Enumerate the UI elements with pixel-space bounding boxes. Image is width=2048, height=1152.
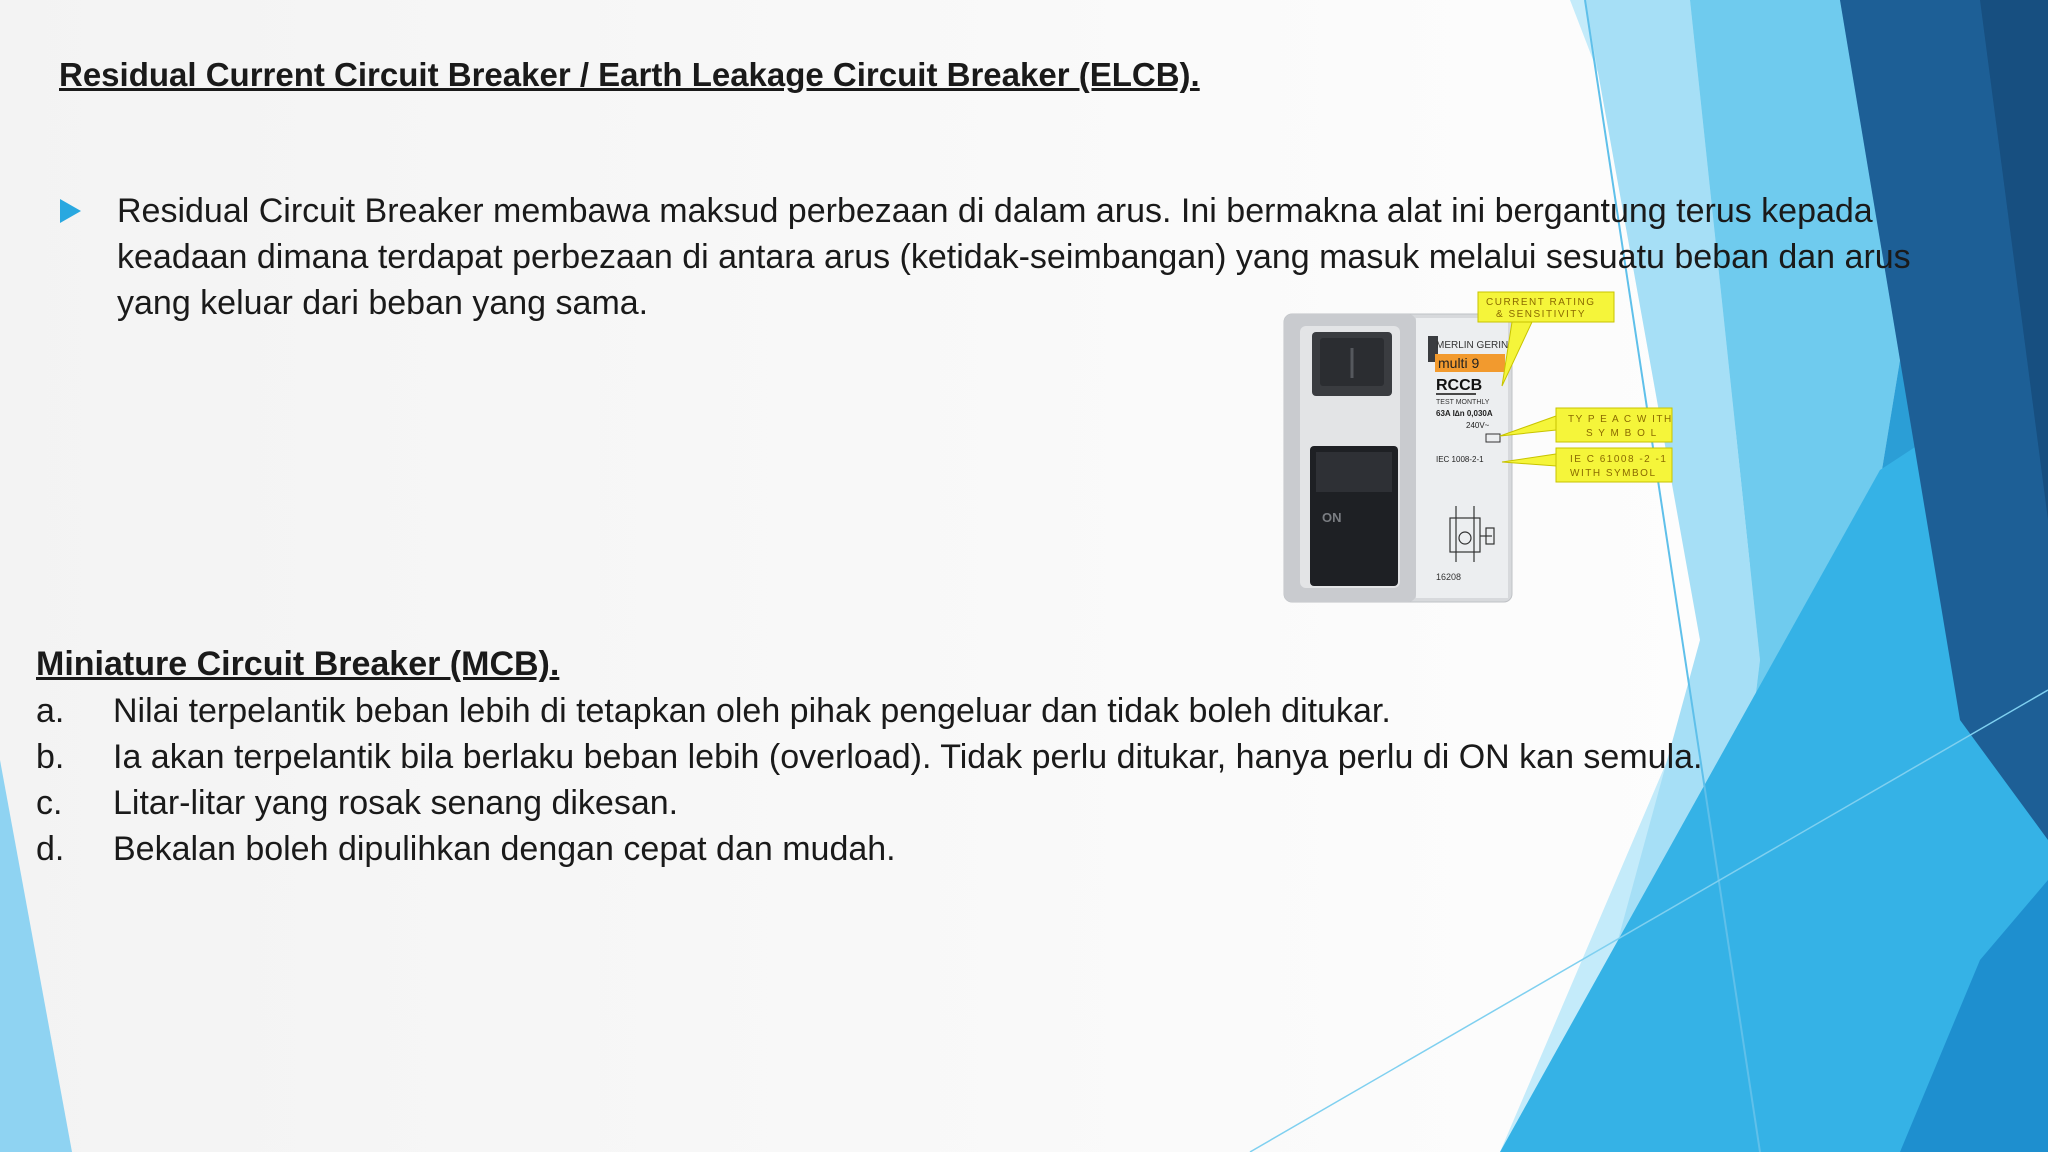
bullet-text: Residual Circuit Breaker membawa maksud perbezaan di dalam arus. Ini bermakna alat ini bergantung terus kepada keadaan dimana terdapat perbezaan di antara arus (ketidak-seimbangan) yang masuk melalui sesuatu beban dan arus yang keluar dari beban yang sama. <box>117 192 1911 322</box>
list-item-text: Litar-litar yang rosak senang dikesan. <box>113 784 679 822</box>
callout-iec-standard <box>1502 448 1672 482</box>
callout-rating-line1: CURRENT RATING <box>1486 297 1596 308</box>
list-marker: a. <box>36 692 65 730</box>
standard-label: IEC 1008-2-1 <box>1436 455 1484 464</box>
rccb-photo <box>1280 286 1680 606</box>
callout-type-line2: S Y M B O L <box>1586 428 1658 439</box>
callout-rating-line2: & SENSITIVITY <box>1496 309 1587 320</box>
callout-type-line1: TY P E A C W ITH <box>1568 414 1673 425</box>
voltage-label: 240V~ <box>1466 421 1490 430</box>
switch-on-label: ON <box>1322 510 1342 525</box>
callout-type-symbol <box>1500 408 1673 442</box>
list-marker: d. <box>36 830 65 868</box>
model-label: multi 9 <box>1438 355 1480 371</box>
list-item-text: Bekalan boleh dipulihkan dengan cepat dan mudah. <box>113 830 896 868</box>
section-title-mcb: Miniature Circuit Breaker (MCB). <box>36 645 560 683</box>
rating-label: 63A I∆n 0,030A <box>1436 409 1493 418</box>
callout-iec-line2: WITH SYMBOL <box>1570 468 1657 479</box>
section-title-elcb: Residual Current Circuit Breaker / Earth Leakage Circuit Breaker (ELCB). <box>59 56 1200 93</box>
type-label: RCCB <box>1436 377 1483 394</box>
test-monthly-label: TEST MONTHLY <box>1436 399 1490 406</box>
triangle-bullet-icon <box>58 198 82 224</box>
list-item-text: Nilai terpelantik beban lebih di tetapkan oleh pihak pengeluar dan tidak boleh ditukar. <box>113 692 1391 730</box>
list-marker: b. <box>36 738 65 776</box>
brand-label: MERLIN GERIN <box>1436 340 1509 351</box>
list-item-text: Ia akan terpelantik bila berlaku beban lebih (overload). Tidak perlu ditukar, hanya perlu di ON kan semula. <box>113 738 1703 776</box>
list-marker: c. <box>36 784 63 822</box>
callout-iec-line1: IE C 61008 -2 -1 <box>1570 454 1668 465</box>
part-number-label: 16208 <box>1436 572 1462 582</box>
